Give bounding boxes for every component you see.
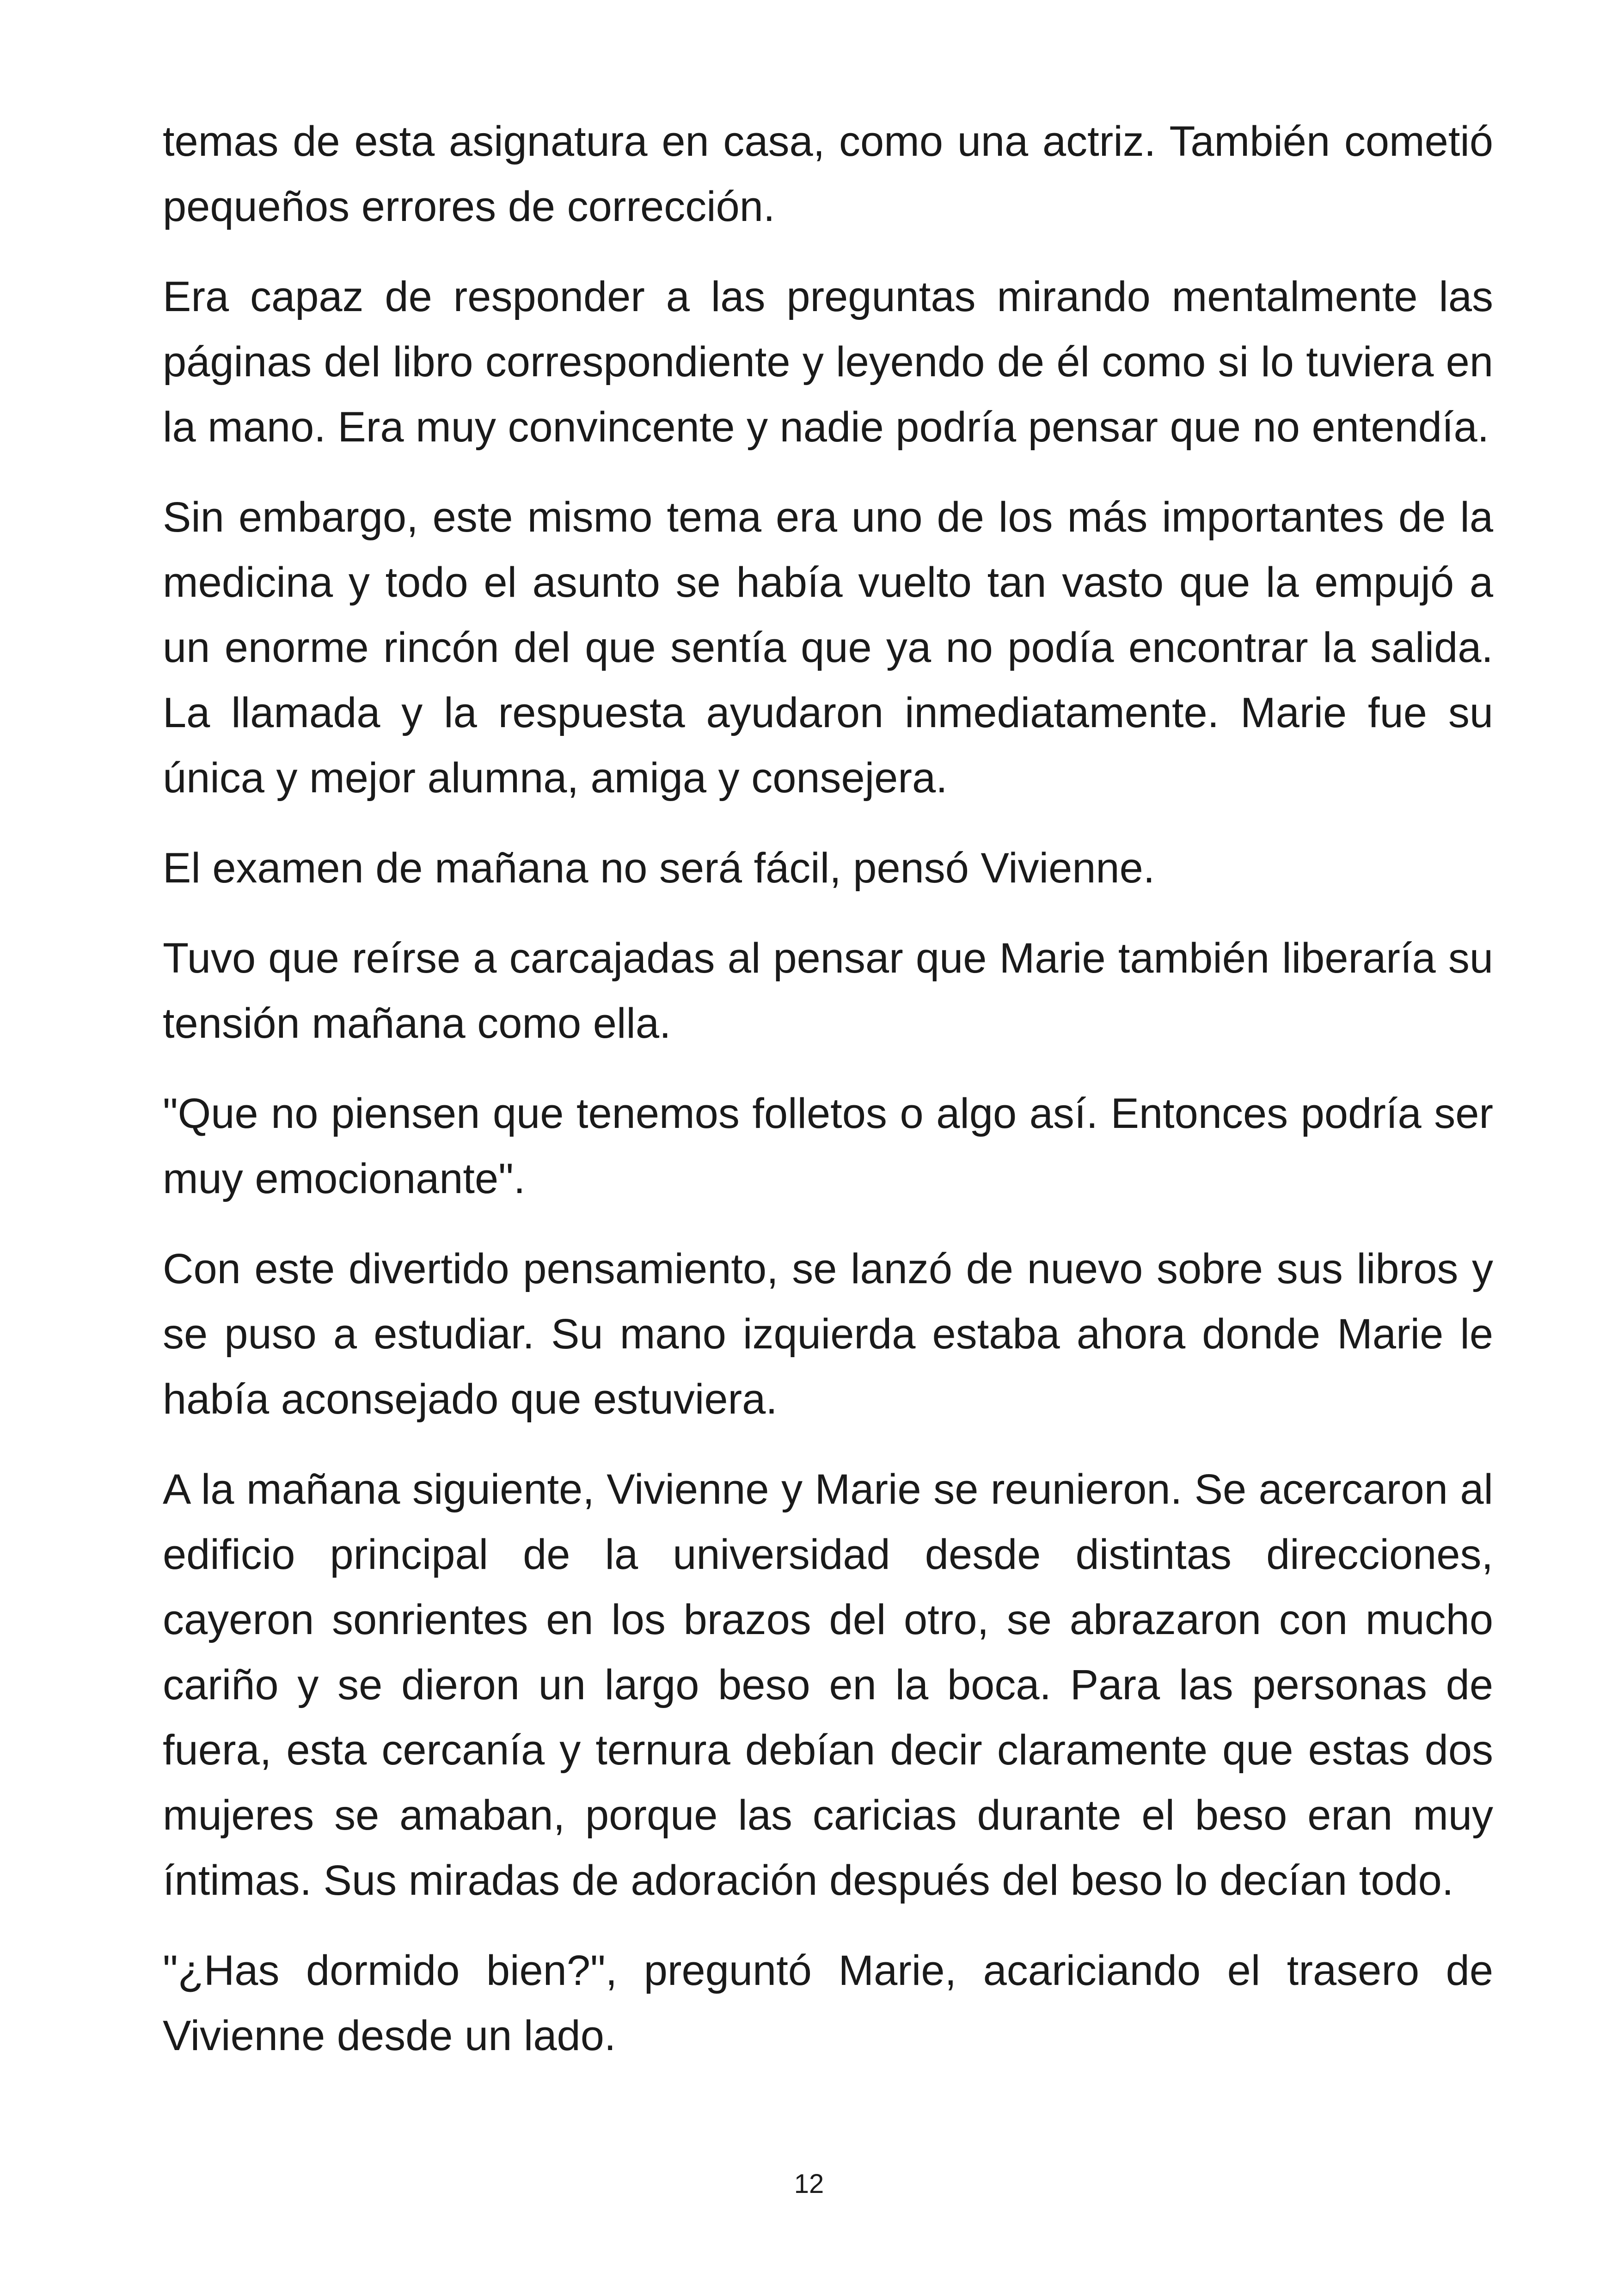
paragraph-5: Tuvo que reírse a carcajadas al pensar que Marie también liberaría su tensión mañana como ella. — [163, 935, 1493, 1047]
paragraph-6: "Que no piensen que tenemos folletos o algo así. Entonces podría ser muy emocionante". — [163, 1090, 1493, 1202]
paragraph-7: Con este divertido pensamiento, se lanzó de nuevo sobre sus libros y se puso a estudiar. Su mano izquierda estaba ahora donde Marie le había aconsejado que estuviera. — [163, 1245, 1493, 1423]
paragraph-8: A la mañana siguiente, Vivienne y Marie se reunieron. Se acercaron al edificio principal de la universidad desde distintas direcciones, cayeron sonrientes en los brazos del otro, se abrazaron con mucho cariño y se dieron un largo beso en la boca. Para las personas de fuera, esta cercanía y ternura debían decir claramente que estas dos mujeres se amaban, porque las caricias durante el beso eran muy íntimas. Sus miradas de adoración después del beso lo decían todo. — [163, 1466, 1493, 1904]
paragraph-3: Sin embargo, este mismo tema era uno de los más importantes de la medicina y todo el asunto se había vuelto tan vasto que la empujó a un enorme rincón del que sentía que ya no podía encontrar la salida. La llamada y la respuesta ayudaron inmediatamente. Marie fue su única y mejor alumna, amiga y consejera. — [163, 494, 1493, 802]
body-text — [163, 109, 1493, 2094]
paragraph-9: "¿Has dormido bien?", preguntó Marie, acariciando el trasero de Vivienne desde un lado. — [163, 1947, 1493, 2059]
paragraph-1: temas de esta asignatura en casa, como una actriz. También cometió pequeños errores de corrección. — [163, 118, 1493, 230]
paragraph-4: El examen de mañana no será fácil, pensó Vivienne. — [163, 845, 1155, 892]
page-number: 12 — [794, 2169, 824, 2199]
paragraph-2: Era capaz de responder a las preguntas mirando mentalmente las páginas del libro correspondiente y leyendo de él como si lo tuviera en la mano. Era muy convincente y nadie podría pensar que no entendía. — [163, 273, 1493, 451]
